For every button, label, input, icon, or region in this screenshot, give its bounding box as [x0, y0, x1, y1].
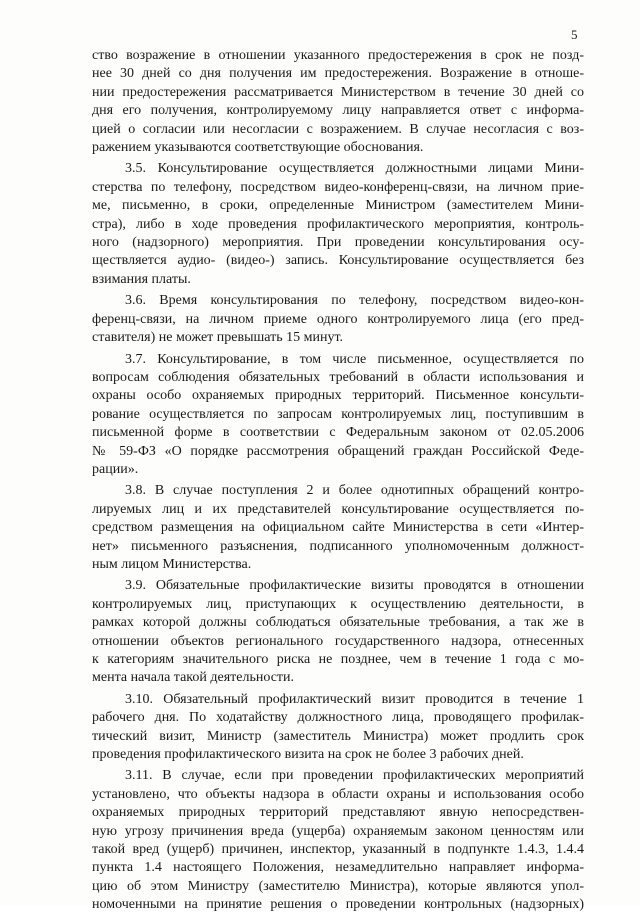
paragraph-3-7 — [92, 351, 584, 480]
paragraph-3-5 — [92, 160, 584, 289]
paragraph-3-10 — [92, 691, 584, 765]
text-line: стерства по телефону, посредством видео-конференц-связи, на личном прие- — [92, 179, 584, 195]
text-line: рование осуществляется по запросам контролируемых лиц, поступившим в — [92, 406, 584, 422]
text-line: 3.5. Консультирование осуществляется должностными лицами Мини- — [125, 161, 584, 177]
text-line: проведения профилактического визита на срок не более 3 рабочих дней. — [92, 747, 524, 763]
text-line: 3.8. В случае поступления 2 и более однотипных обращений контро- — [125, 483, 584, 499]
paragraph-3-11 — [92, 767, 584, 914]
document-body — [92, 47, 584, 918]
text-line: ме, письменно, в сроки, определенные Министром (заместителем Мини- — [92, 198, 584, 214]
paragraph-3-6 — [92, 292, 584, 347]
text-line: взимания платы. — [92, 271, 191, 287]
text-line: цией о согласии или несогласии с возражением. В случае несогласия с воз- — [92, 121, 584, 137]
text-line: рамках которой должны соблюдаться обязательные требования, а так же в — [92, 615, 584, 631]
text-line: рации». — [92, 461, 139, 477]
page-number: 5 — [571, 27, 578, 42]
text-line: к категориям значительного риска не позднее, чем в течение 1 года с мо- — [92, 652, 584, 667]
text-line: такой вред (ущерб) причинен, инспектор, указанный в подпункте 1.4.3, 1.4.4 — [92, 842, 584, 858]
text-line: тический визит, Министр (заместитель Министра) может продлить срок — [92, 728, 584, 744]
text-line: № 59-ФЗ «О порядке рассмотрения обращений граждан Российской Феде- — [92, 443, 584, 459]
text-line: 3.11. В случае, если при проведении профилактических мероприятий — [125, 768, 584, 784]
text-line: мента начала такой деятельности. — [92, 670, 295, 686]
text-line: охраны особо охраняемых природных территорий. Письменное консульти- — [92, 388, 584, 404]
text-line: 3.10. Обязательный профилактический визит проводится в течение 1 — [125, 691, 584, 707]
text-line: цию об этом Министру (заместителю Министра), которые являются упол- — [92, 878, 584, 894]
text-line: нее 30 дней со дня получения им предостережения. Возражение в отноше- — [92, 66, 584, 82]
text-line: ражением указываются соответствующие обоснования. — [92, 140, 424, 156]
text-line: дня его получения, контролируемому лицу направляется ответ с информа- — [92, 103, 584, 119]
text-line: ного (надзорного) мероприятия. При проведении консультирования осу- — [92, 235, 584, 251]
text-line: ществляется аудио- (видео-) запись. Консультирование осуществляется без — [92, 253, 584, 269]
text-line: отношении объектов регионального государственного надзора, отнесенных — [92, 633, 584, 649]
text-line: установлено, что объекты надзора в области охраны и использования особо — [92, 786, 584, 802]
text-line: 3.6. Время консультирования по телефону, посредством видео-кон- — [125, 293, 584, 309]
text-line: ференц-связи, на личном приеме одного контролируемого лица (его пред- — [92, 311, 584, 327]
text-line: пункта 1.4 настоящего Положения, незамедлительно направляет информа- — [92, 860, 584, 876]
paragraph-3-9 — [92, 577, 584, 687]
text-line: 3.9. Обязательные профилактические визиты проводятся в отношении — [125, 578, 584, 594]
text-line: письменной форме в соответствии с Федеральным законом от 02.05.2006 — [92, 425, 584, 441]
text-line: лируемых лиц и их представителей консультирование осуществляется по- — [92, 501, 584, 517]
paragraph-3-8 — [92, 482, 584, 574]
text-line: нии предостережения рассматривается Министерством в течение 30 дней со — [92, 84, 584, 100]
text-line: номоченными на принятие решения о проведении контрольных (надзорных) — [92, 897, 584, 913]
text-line: рабочего дня. По ходатайству должностного лица, проводящего профилак- — [92, 710, 584, 726]
text-line: средством размещения на официальном сайте Министерства в сети «Интер- — [92, 520, 584, 536]
text-line: ным лицом Министерства. — [92, 556, 252, 572]
text-line: 3.7. Консультирование, в том числе письменное, осуществляется по — [125, 351, 584, 367]
text-line: стра), либо в ходе проведения профилактического мероприятия, контроль- — [92, 216, 584, 232]
text-line: ство возражение в отношении указанного предостережения в срок не позд- — [92, 48, 584, 63]
text-line: охраняемых природных территорий представляют явную непосредствен- — [92, 805, 584, 821]
text-line: нет» письменного разъяснения, подписанного уполномоченным должност- — [92, 538, 584, 554]
text-line: вопросам соблюдения обязательных требований в области использования и — [92, 369, 584, 385]
text-line: контролируемых лиц, приступающих к осуществлению деятельности, в — [92, 596, 584, 612]
paragraph-continuation — [92, 47, 584, 157]
text-line: ную угрозу причинения вреда (ущерба) охраняемым законом ценностям или — [92, 823, 584, 839]
text-line: ставителя) не может превышать 15 минут. — [92, 330, 344, 346]
